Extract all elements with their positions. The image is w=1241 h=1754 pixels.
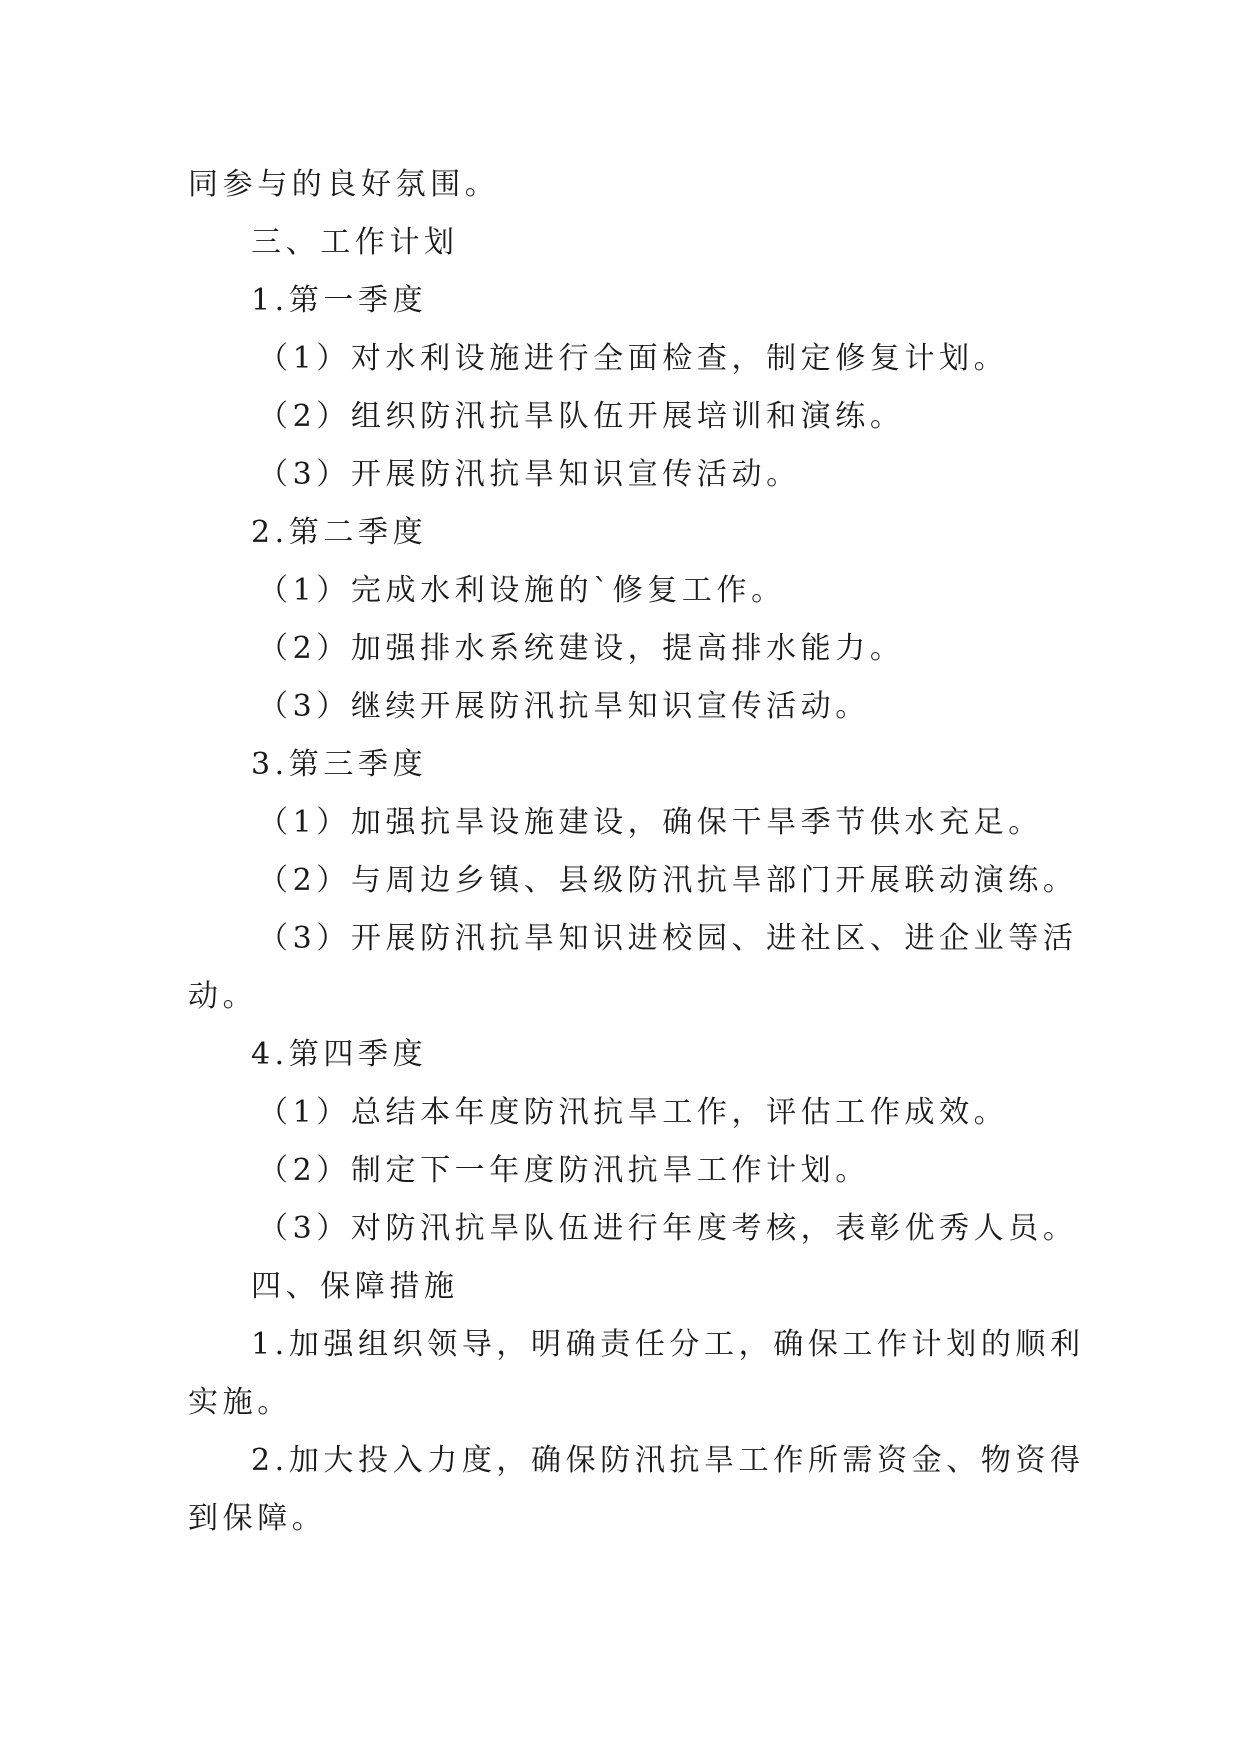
list-item: （1）完成水利设施的`修复工作。: [258, 573, 786, 608]
paragraph-continuation: 同参与的良好氛围。: [188, 167, 500, 202]
list-item: （2）与周边乡镇、县级防汛抗旱部门开展联动演练。: [258, 863, 1078, 898]
list-item: （3）开展防汛抗旱知识进校园、进社区、进企业等活: [258, 921, 1078, 956]
paragraph-continuation: 实施。: [188, 1385, 292, 1420]
subheading-q4: 4.第四季度: [251, 1037, 428, 1072]
subheading-q2: 2.第二季度: [251, 515, 428, 550]
list-item: （1）总结本年度防汛抗旱工作，评估工作成效。: [258, 1095, 1009, 1130]
list-item: （3）继续开展防汛抗旱知识宣传活动。: [258, 689, 870, 724]
list-item: （1）加强抗旱设施建设，确保干旱季节供水充足。: [258, 805, 1043, 840]
section-heading-work-plan: 三、工作计划: [251, 225, 459, 260]
paragraph: 1.加强组织领导，明确责任分工，确保工作计划的顺利: [251, 1327, 1085, 1362]
list-item: （1）对水利设施进行全面检查，制定修复计划。: [258, 341, 1009, 376]
list-item: （2）制定下一年度防汛抗旱工作计划。: [258, 1153, 870, 1188]
paragraph-continuation: 到保障。: [188, 1501, 327, 1536]
list-item: （2）组织防汛抗旱队伍开展培训和演练。: [258, 399, 905, 434]
list-item: （2）加强排水系统建设，提高排水能力。: [258, 631, 905, 666]
list-item-continuation: 动。: [188, 979, 258, 1014]
subheading-q3: 3.第三季度: [251, 747, 428, 782]
paragraph: 2.加大投入力度，确保防汛抗旱工作所需资金、物资得: [251, 1443, 1085, 1478]
section-heading-safeguards: 四、保障措施: [251, 1269, 459, 1304]
list-item: （3）对防汛抗旱队伍进行年度考核，表彰优秀人员。: [258, 1211, 1078, 1246]
subheading-q1: 1.第一季度: [251, 283, 428, 318]
list-item: （3）开展防汛抗旱知识宣传活动。: [258, 457, 801, 492]
